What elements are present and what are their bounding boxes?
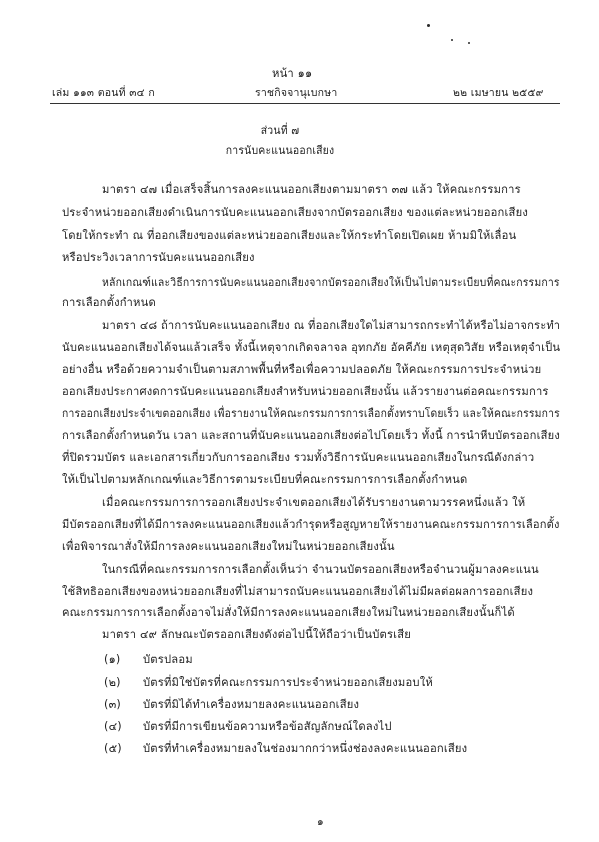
body-line: มาตรา ๔๘ ถ้าการนับคะแนนออกเสียง ณ ที่ออกเสียงใดไม่สามารถกระทำได้หรือไม่อาจกระทำ bbox=[102, 319, 561, 332]
body-line: อย่างอื่น หรือด้วยความจำเป็นตามสภาพพื้นที่หรือเพื่อความปลอดภัย ให้คณะกรรมการประจำหน่วย bbox=[62, 363, 542, 376]
body-line: ออกเสียงประกาศงดการนับคะแนนออกเสียงสำหรับหน่วยออกเสียงนั้น แล้วรายงานต่อคณะกรรมการ bbox=[62, 385, 549, 398]
scan-speck bbox=[451, 39, 453, 41]
part-title: การนับคะแนนออกเสียง bbox=[225, 144, 335, 157]
list-item-number: (๒) bbox=[104, 676, 121, 689]
body-line: ให้เป็นไปตามหลักเกณฑ์และวิธีการตามระเบียบที่คณะกรรมการการเลือกตั้งกำหนด bbox=[62, 473, 468, 486]
body-line: มีบัตรออกเสียงที่ได้มีการลงคะแนนออกเสียงแล้วกำรุดหรือสูญหายให้รายงานคณะกรรมการการเลือกตั้ง bbox=[62, 518, 560, 531]
list-item-text: บัตรที่มิใช่บัตรที่คณะกรรมการประจำหน่วยออกเสียงมอบให้ bbox=[143, 676, 433, 689]
body-line: หลักเกณฑ์และวิธีการการนับคะแนนออกเสียงจากบัตรออกเสียงให้เป็นไปตามระเบียบที่คณะกรรมการ bbox=[102, 276, 560, 289]
part-heading: ส่วนที่ ๗ bbox=[260, 124, 300, 137]
body-line: การเลือกตั้งกำหนด bbox=[62, 296, 156, 309]
list-item-number: (๔) bbox=[104, 720, 122, 733]
header-rule bbox=[50, 103, 560, 104]
gazette-name: ราชกิจจานุเบกษา bbox=[255, 87, 338, 99]
body-line: นับคะแนนออกเสียงได้จนแล้วเสร็จ ทั้งนี้เหตุจากเกิดจลาจล อุทกภัย อัคคีภัย เหตุสุดวิสัย หรือเหตุจำเป็น bbox=[62, 341, 561, 354]
list-item-number: (๕) bbox=[104, 742, 122, 755]
body-line: ในกรณีที่คณะกรรมการการเลือกตั้งเห็นว่า จำนวนบัตรออกเสียงหรือจำนวนผู้มาลงคะแนน bbox=[102, 563, 539, 576]
body-line: ใช้สิทธิออกเสียงของหน่วยออกเสียงที่ไม่สามารถนับคะแนนออกเสียงได้ไม่มีผลต่อผลการออกเสียง bbox=[62, 585, 534, 598]
list-item-text: บัตรที่มิได้ทำเครื่องหมายลงคะแนนออกเสียง bbox=[143, 698, 360, 711]
list-item-text: บัตรปลอม bbox=[143, 653, 193, 666]
body-line: การออกเสียงประจำเขตออกเสียง เพื่อรายงานให้คณะกรรมการการเลือกตั้งทราบโดยเร็ว และให้คณะกรรมการ bbox=[62, 407, 560, 420]
publication-date: ๒๒ เมษายน ๒๕๕๙ bbox=[453, 87, 544, 99]
body-line: เมื่อคณะกรรมการการออกเสียงประจำเขตออกเสียงได้รับรายงานตามวรรคหนึ่งแล้ว ให้ bbox=[102, 496, 526, 509]
body-line: ที่ปิดรวมบัตร และเอกสารเกี่ยวกับการออกเสียง รวมทั้งวิธีการนับคะแนนออกเสียงในกรณีดังกล่าว bbox=[62, 451, 535, 464]
scan-speck bbox=[427, 24, 430, 27]
footer-mark: ๑ bbox=[317, 816, 324, 828]
body-line: มาตรา ๔๙ ลักษณะบัตรออกเสียงดังต่อไปนี้ให้ถือว่าเป็นบัตรเสีย bbox=[102, 628, 411, 641]
list-item-number: (๑) bbox=[104, 653, 121, 666]
body-line: มาตรา ๔๗ เมื่อเสร็จสิ้นการลงคะแนนออกเสียงตามมาตรา ๓๗ แล้ว ให้คณะกรรมการ bbox=[102, 183, 521, 196]
list-item-text: บัตรที่มีการเขียนข้อความหรือข้อสัญลักษณ์ใดลงไป bbox=[143, 720, 392, 733]
page-number: หน้า ๑๑ bbox=[272, 67, 313, 80]
body-line: คณะกรรมการการเลือกตั้งอาจไม่สั่งให้มีการลงคะแนนออกเสียงใหม่ในหน่วยออกเสียงนั้นก็ได้ bbox=[62, 606, 515, 619]
scan-speck bbox=[468, 42, 470, 44]
body-line: หรือประวิงเวลาการนับคะแนนออกเสียง bbox=[62, 251, 255, 264]
body-line: โดยให้กระทำ ณ ที่ออกเสียงของแต่ละหน่วยออกเสียงและให้กระทำโดยเปิดเผย ห้ามมิให้เลื่อน bbox=[62, 229, 517, 242]
list-item-text: บัตรที่ทำเครื่องหมายลงในช่องมากกว่าหนึ่งช่องลงคะแนนออกเสียง bbox=[143, 742, 468, 755]
body-line: ประจำหน่วยออกเสียงดำเนินการนับคะแนนออกเสียงจากบัตรออกเสียง ของแต่ละหน่วยออกเสียง bbox=[62, 206, 528, 219]
volume-info: เล่ม ๑๑๓ ตอนที่ ๓๔ ก bbox=[52, 87, 155, 99]
body-line: การเลือกตั้งกำหนดวัน เวลา และสถานที่นับคะแนนออกเสียงต่อไปโดยเร็ว ทั้งนี้ การนำหีบบัตรออกเสียง bbox=[62, 429, 560, 442]
body-line: เพื่อพิจารณาสั่งให้มีการลงคะแนนออกเสียงใหม่ในหน่วยออกเสียงนั้น bbox=[62, 540, 395, 553]
list-item-number: (๓) bbox=[104, 698, 121, 711]
